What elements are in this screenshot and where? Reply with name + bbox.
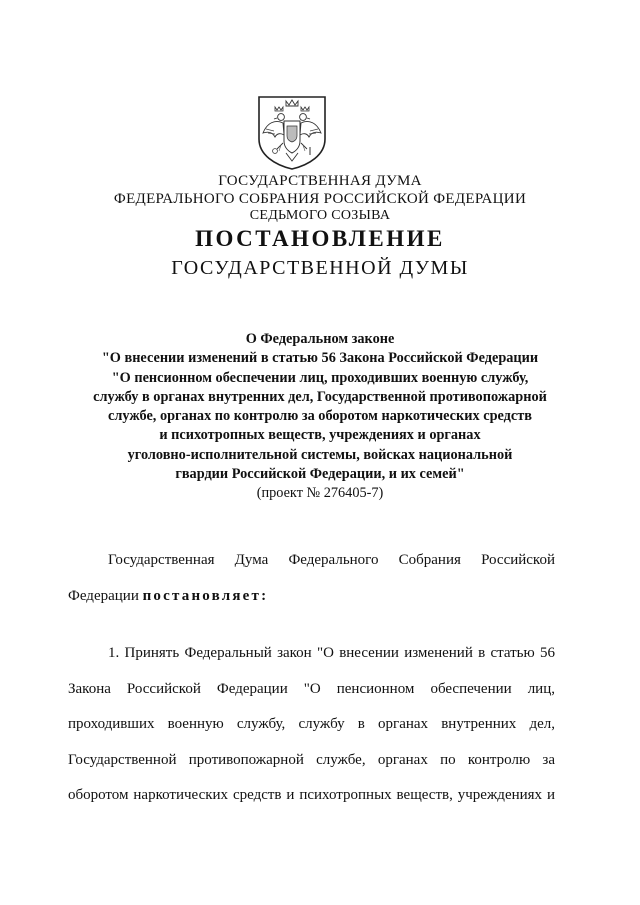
intro-line2 xyxy=(68,586,555,622)
subject-line: службе, органах по контролю за оборотом наркотических средств xyxy=(108,408,532,425)
subject-line: "О пенсионном обеспечении лиц, проходивших военную службу, xyxy=(111,369,529,386)
item1-line: 1. Принять Федеральный закон "О внесении изменений в статью 56 xyxy=(108,645,555,661)
item1-line: Государственной противопожарной службе, органах по контролю за xyxy=(68,751,555,768)
subject-line: службу в органах внутренних дел, Государственной противопожарной xyxy=(93,388,547,405)
subject-line: гвардии Российской Федерации, и их семей" xyxy=(175,466,465,483)
coat-of-arms-icon xyxy=(253,93,331,171)
intro-line2-prefix: Федерации xyxy=(68,587,143,604)
org-name-line2: ФЕДЕРАЛЬНОГО СОБРАНИЯ РОССИЙСКОЙ ФЕДЕРАЦИИ xyxy=(113,191,527,207)
item1-line: Закона Российской Федерации "О пенсионном обеспечении лиц, xyxy=(68,680,555,697)
org-name-line1: ГОСУДАРСТВЕННАЯ ДУМА xyxy=(218,173,422,189)
convocation: СЕДЬМОГО СОЗЫВА xyxy=(249,208,391,223)
intro-line1: Государственная Дума Федерального Собрания Российской xyxy=(108,552,555,568)
document-type-title: ПОСТАНОВЛЕНИЕ xyxy=(195,226,445,251)
project-number: (проект № 276405-7) xyxy=(256,485,384,502)
subject-line: О Федеральном законе xyxy=(245,331,395,347)
resolves-verb: постановляет: xyxy=(142,587,269,604)
subject-line: "О внесении изменений в статью 56 Закона Российской Федерации xyxy=(101,350,539,367)
subject-line: и психотропных веществ, учреждениях и органах xyxy=(159,427,481,444)
subject-line: уголовно-исполнительной системы, войсках национальной xyxy=(127,446,513,463)
intro-paragraph xyxy=(68,550,555,621)
item1-paragraph xyxy=(68,643,555,821)
document-type-subtitle: ГОСУДАРСТВЕННОЙ ДУМЫ xyxy=(171,257,469,279)
item1-line: проходивших военную службу, службу в органах внутренних дел, xyxy=(68,716,555,732)
item1-line: оборотом наркотических средств и психотропных веществ, учреждениях и xyxy=(68,787,555,803)
resolution-subject xyxy=(0,330,640,504)
